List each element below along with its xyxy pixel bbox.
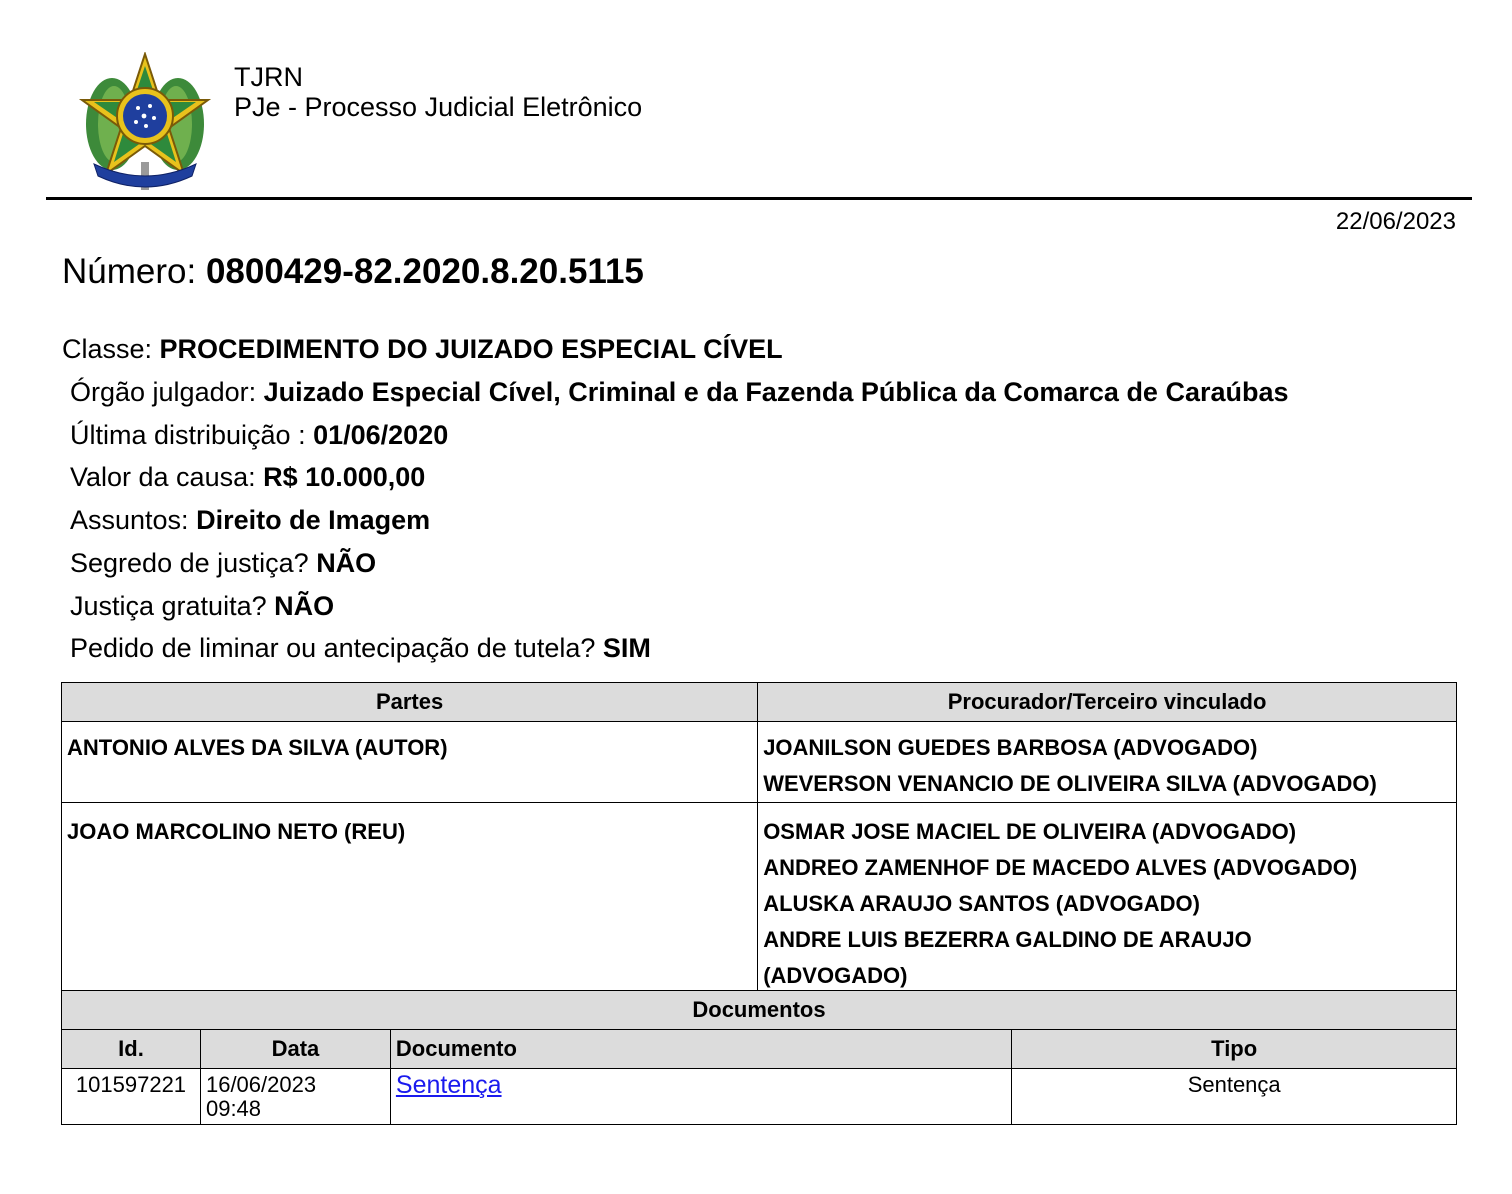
doc-id-cell: 101597221	[62, 1069, 201, 1125]
distribuicao-line	[70, 420, 448, 451]
parte-cell	[62, 722, 758, 803]
process-number: 0800429-82.2020.8.20.5115	[205, 252, 644, 291]
liminar-line	[70, 633, 651, 664]
procurador-name: ALUSKA ARAUJO SANTOS (ADVOGADO)	[763, 891, 1200, 916]
doc-type-cell: Sentença	[1012, 1069, 1457, 1125]
process-number-line	[62, 252, 644, 292]
gratuita-label: Justiça gratuita?	[70, 591, 267, 621]
liminar-value: SIM	[602, 633, 651, 663]
procurador-name: OSMAR JOSE MACIEL DE OLIVEIRA (ADVOGADO)	[763, 819, 1297, 844]
documentos-title: Documentos	[62, 991, 1457, 1030]
valor-value: R$ 10.000,00	[263, 462, 426, 492]
valor-label: Valor da causa:	[70, 462, 256, 492]
court-identification	[234, 62, 642, 122]
doc-name-cell	[390, 1069, 1011, 1125]
assuntos-label: Assuntos:	[70, 505, 189, 535]
id-header: Id.	[62, 1030, 201, 1069]
distribuicao-value: 01/06/2020	[313, 420, 449, 450]
assuntos-line	[70, 505, 430, 536]
brazil-coat-of-arms-logo	[78, 52, 212, 194]
doc-date: 16/06/2023 09:48	[205, 1072, 317, 1121]
report-date: 22/06/2023	[1335, 208, 1456, 235]
partes-header-row	[62, 683, 1457, 722]
process-number-label: Número:	[62, 252, 197, 291]
table-row	[62, 1069, 1457, 1125]
documento-header: Documento	[390, 1030, 1011, 1069]
court-name: TJRN	[234, 62, 303, 92]
valor-line	[70, 462, 425, 493]
classe-label: Classe:	[62, 334, 153, 364]
orgao-label: Órgão julgador:	[70, 377, 257, 407]
table-row	[62, 803, 1457, 995]
header-divider	[46, 197, 1472, 200]
table-row	[62, 722, 1457, 803]
system-name: PJe - Processo Judicial Eletrônico	[234, 92, 643, 122]
document-link[interactable]: Sentença	[395, 1071, 502, 1099]
documentos-header-row	[62, 1030, 1457, 1069]
procurador-name: ANDREO ZAMENHOF DE MACEDO ALVES (ADVOGADO)	[763, 855, 1358, 880]
procurador-name: WEVERSON VENANCIO DE OLIVEIRA SILVA (ADVOGADO)	[763, 771, 1377, 796]
liminar-label: Pedido de liminar ou antecipação de tutela?	[70, 633, 596, 663]
procurador-header: Procurador/Terceiro vinculado	[758, 683, 1457, 722]
data-header: Data	[200, 1030, 390, 1069]
parte-name: JOAO MARCOLINO NETO (REU)	[67, 819, 406, 844]
orgao-value: Juizado Especial Cível, Criminal e da Fazenda Pública da Comarca de Caraúbas	[263, 377, 1289, 407]
distribuicao-label: Última distribuição :	[70, 420, 306, 450]
segredo-label: Segredo de justiça?	[70, 548, 309, 578]
documentos-title-row	[62, 991, 1457, 1030]
gratuita-value: NÃO	[274, 591, 335, 621]
partes-table	[61, 682, 1457, 995]
tipo-header: Tipo	[1012, 1030, 1457, 1069]
classe-value: PROCEDIMENTO DO JUIZADO ESPECIAL CÍVEL	[159, 334, 783, 364]
orgao-line	[70, 377, 1289, 408]
procurador-cell	[758, 803, 1457, 995]
documentos-table	[61, 990, 1457, 1125]
parte-cell	[62, 803, 758, 995]
parte-name: ANTONIO ALVES DA SILVA (AUTOR)	[67, 735, 448, 760]
assuntos-value: Direito de Imagem	[196, 505, 431, 535]
procurador-name: ANDRE LUIS BEZERRA GALDINO DE ARAUJO (ADVOGADO)	[763, 927, 1252, 988]
procurador-cell	[758, 722, 1457, 803]
gratuita-line	[70, 591, 334, 622]
segredo-value: NÃO	[316, 548, 377, 578]
segredo-line	[70, 548, 376, 579]
classe-line	[62, 334, 783, 365]
page-header	[0, 0, 1512, 200]
doc-date-cell	[200, 1069, 390, 1125]
partes-header: Partes	[62, 683, 758, 722]
procurador-name: JOANILSON GUEDES BARBOSA (ADVOGADO)	[763, 735, 1258, 760]
